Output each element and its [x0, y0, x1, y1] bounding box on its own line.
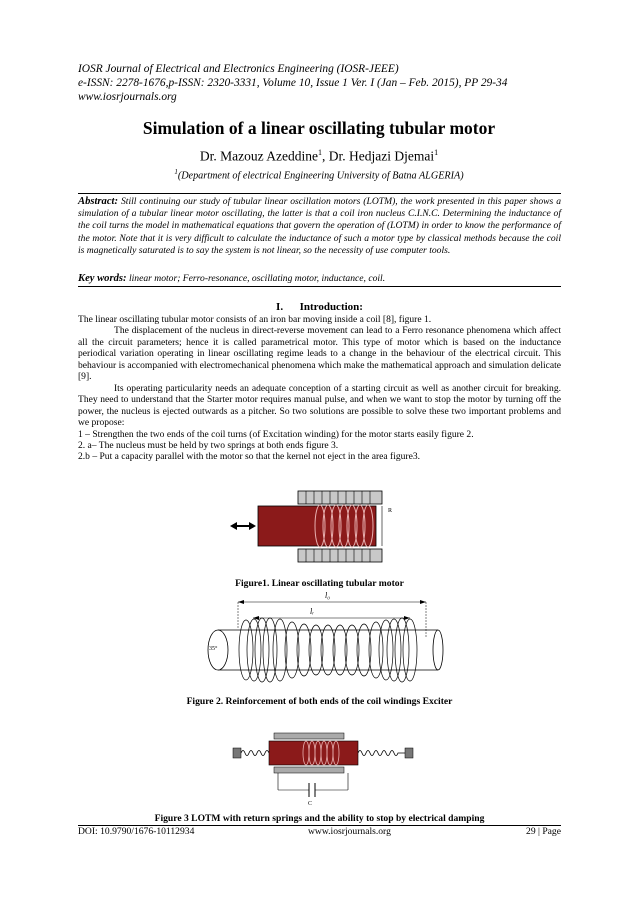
- keywords-label: Key words:: [78, 273, 127, 284]
- journal-issn: e-ISSN: 2278-1676,p-ISSN: 2320-3331, Volume 10, Issue 1 Ver. I (Jan – Feb. 2015), PP 29-34: [78, 77, 508, 89]
- paragraph: Its operating particularity needs an adequate conception of a starting circuit as well as another circuit for breaking. They need to understand that the Starter motor requires manual pulse, and when we want to stop the motor by turning off the power, the nucleus is ejected outwards as a pitcher. So two solutions are possible to solve these two important problems and we propose:: [78, 382, 561, 429]
- svg-text:l₀: l₀: [325, 591, 331, 600]
- paper-authors: Dr. Mazouz Azeddine$^1$, Dr. Hedjazi Djemai$^1$: [199, 148, 439, 164]
- paper-title: Simulation of a linear oscillating tubular motor: [142, 118, 496, 138]
- figure-1-caption: Figure1. Linear oscillating tubular motor: [235, 578, 404, 589]
- paragraph: The displacement of the nucleus in direct-reverse movement can lead to a Ferro resonance phenomena which affect all the circuit parameters; hence it is called parametrical motor. This type of motor which is based on the inductance periodical variation operating in linear oscillating regime leads to a change in the behaviour of the electrical circuit. This behaviour is accompanied with electromechanical phenomena which make the mathematical approach and simulation delicate [9].: [78, 325, 561, 383]
- figure-3-caption: Figure 3 LOTM with return springs and the ability to stop by electrical damping: [154, 813, 485, 824]
- svg-text:lᵣ: lᵣ: [310, 607, 315, 616]
- author-2: , Dr. Hedjazi Djemai: [322, 148, 435, 164]
- figure-2-caption: Figure 2. Reinforcement of both ends of the coil windings Exciter: [186, 696, 453, 707]
- abstract: [78, 196, 561, 257]
- list-item: 2.b – Put a capacity parallel with the motor so that the kernel not eject in the area figure3.: [78, 451, 420, 463]
- figure-2-coil-diagram: [198, 588, 448, 686]
- abstract-bottom-rule: [78, 286, 561, 287]
- abstract-label: Abstract:: [78, 196, 119, 207]
- svg-text:35°: 35°: [209, 646, 218, 652]
- figure-1-motor-diagram: [228, 484, 418, 572]
- journal-name: IOSR Journal of Electrical and Electronics Engineering (IOSR-JEEE): [78, 63, 399, 75]
- svg-text:R: R: [388, 508, 393, 514]
- footer-page-number: 29 | Page: [526, 826, 561, 837]
- introduction-body: [78, 314, 561, 463]
- footer-doi: DOI: 10.9790/1676-10112934: [78, 826, 195, 837]
- keywords-text: linear motor; Ferro-resonance, oscillating motor, inductance, coil.: [128, 273, 386, 284]
- list-item: 2. a– The nucleus must be held by two springs at both ends figure 3.: [78, 439, 339, 451]
- journal-website: www.iosrjournals.org: [78, 91, 177, 103]
- paragraph: The linear oscillating tubular motor consists of an iron bar moving inside a coil [8], figure 1.: [78, 314, 432, 325]
- keywords: [78, 273, 561, 284]
- svg-text:C: C: [308, 801, 313, 806]
- journal-header: [78, 62, 578, 104]
- figure-3-spring-diagram: [218, 728, 418, 806]
- list-item: 1 – Strengthen the two ends of the coil turns (of Excitation winding) for the motor starts easily figure 2.: [78, 428, 474, 440]
- affiliation: $^1$(Department of electrical Engineering University of Batna ALGERIA): [174, 168, 464, 182]
- author-1: Dr. Mazouz Azeddine: [199, 148, 318, 164]
- abstract-top-rule: [78, 193, 561, 194]
- section-heading: I. Introduction:: [276, 301, 363, 313]
- footer-website: www.iosrjournals.org: [308, 826, 391, 837]
- abstract-text: Still continuing our study of tubular linear oscillation motors (LOTM), the work presented in this paper shows a simulation of a tubular linear motor oscillating, the latter is that a coil iron nucleus C.I.N.C. Determining the inductance of the coil turns the model in mathematical equations that govern the operation of (LOTM) in order to know the performance of the motor. Note that it is very difficult to calculate the inductance of such a motor type by classical methods because the coil is magnetically saturated is to say the system is not linear, so the necessity of use computer tools.: [78, 196, 561, 256]
